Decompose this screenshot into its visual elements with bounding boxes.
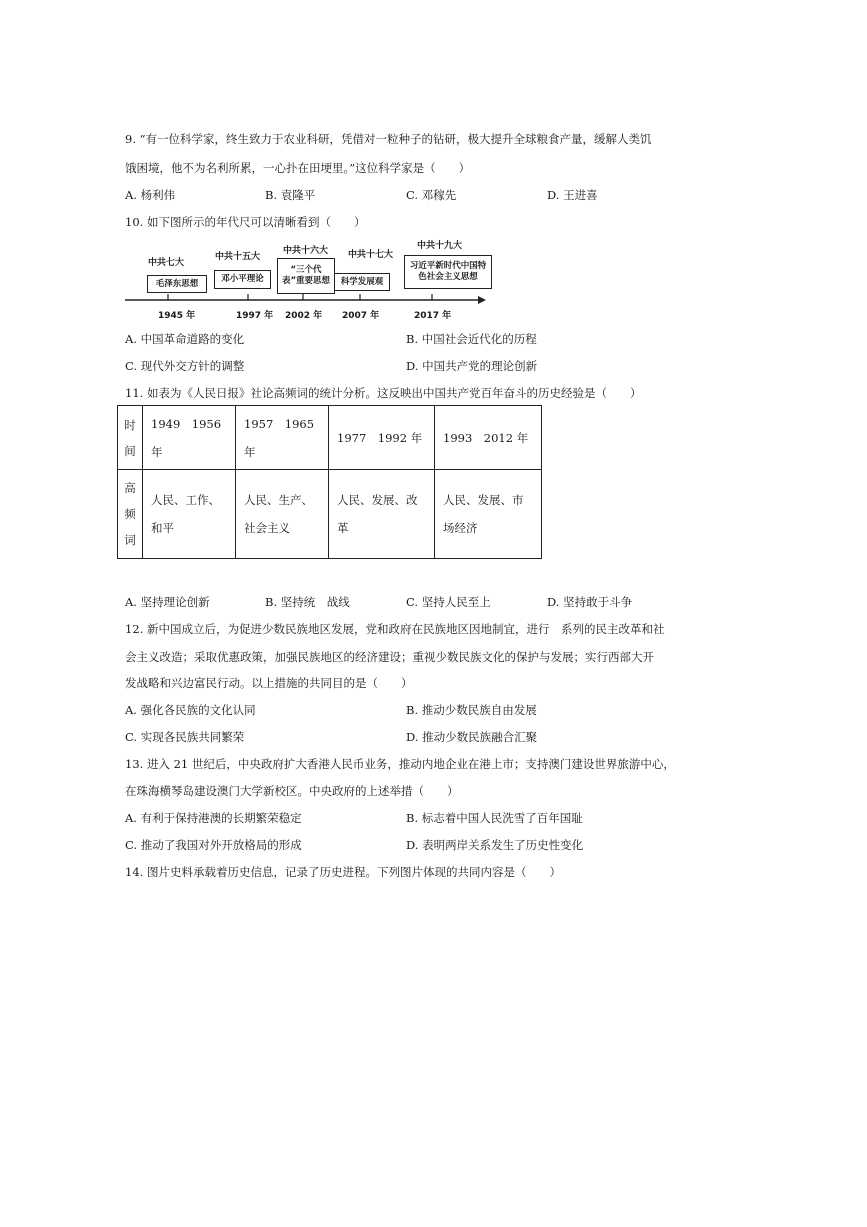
q13-option-b[interactable]: B. 标志着中国人民洗雪了百年国耻 [406,811,583,825]
table-words-1: 人民、工作、和平 [143,470,236,559]
q9-option-c[interactable]: C. 邓稼先 [406,188,457,202]
q13-option-a[interactable]: A. 有利于保持港澳的长期繁荣稳定 [125,811,302,825]
q12-option-c[interactable]: C. 实现各民族共同繁荣 [125,730,245,744]
q10-option-d[interactable]: D. 中国共产党的理论创新 [406,359,538,373]
table-period-2: 1957 1965 年 [236,406,329,470]
q11-option-a[interactable]: A. 坚持理论创新 [125,595,210,609]
q9-option-b[interactable]: B. 袁隆平 [265,188,316,202]
q9-option-d[interactable]: D. 王进喜 [547,188,598,202]
timeline-year-1997: 1997 年 [236,311,274,321]
table-words-4: 人民、发展、市场经济 [435,470,542,559]
q12-option-b[interactable]: B. 推动少数民族自由发展 [406,703,537,717]
q10-option-a[interactable]: A. 中国革命道路的变化 [125,332,245,346]
table-period-3: 1977 1992 年 [329,406,435,470]
q13-option-d[interactable]: D. 表明两岸关系发生了历史性变化 [406,838,584,852]
timeline-box-three-represents: “三个代表”重要思想 [277,258,335,294]
timeline-label-16th: 中共十六大 [283,246,329,256]
table-period-1: 1949 1956 年 [143,406,236,470]
q11-stem: 11. 如表为《人民日报》社论高频词的统计分析。这反映出中国共产党百年奋斗的历史经验是（ ） [125,386,642,400]
q10-option-c[interactable]: C. 现代外交方针的调整 [125,359,245,373]
q13-stem-line1: 13. 进入 21 世纪后，中央政府扩大香港人民币业务，推动内地企业在港上市；支持澳门建设世界旅游中心， [125,757,675,771]
timeline-label-7th: 中共七大 [148,258,185,268]
timeline-label-15th: 中共十五大 [215,252,261,262]
timeline-label-17th: 中共十七大 [348,250,394,260]
q12-option-d[interactable]: D. 推动少数民族融合汇聚 [406,730,538,744]
q10-option-b[interactable]: B. 中国社会近代化的历程 [406,332,537,346]
q9-option-a[interactable]: A. 杨利伟 [125,188,176,202]
q9-stem-line2: 饿困境，他不为名利所累，一心扑在田埂里。”这位科学家是（ ） [125,161,471,175]
timeline-box-xi-thought: 习近平新时代中国特色社会主义思想 [404,255,492,289]
q11-option-c[interactable]: C. 坚持人民至上 [406,595,491,609]
q11-option-b[interactable]: B. 坚持统 战线 [265,595,350,609]
q12-option-a[interactable]: A. 强化各民族的文化认同 [125,703,256,717]
table-header-time-text: 时间 [124,417,136,458]
q12-stem-line3: 发战略和兴边富民行动。以上措施的共同目的是（ ） [125,676,413,690]
q12-stem-line1: 12. 新中国成立后，为促进少数民族地区发展，党和政府在民族地区因地制宜，进行 系列的民主改革和社 [125,622,665,636]
q10-stem: 10. 如下图所示的年代尺可以清晰看到（ ） [125,215,366,229]
q13-stem-line2: 在珠海横琴岛建设澳门大学新校区。中央政府的上述举措（ ） [125,784,459,798]
q9-stem-line1: 9. “有一位科学家，终生致力于农业科研，凭借对一粒种子的钻研，极大提升全球粮食产量，缓解人类饥 [125,132,652,146]
timeline-box-mao: 毛泽东思想 [147,275,207,293]
timeline-label-19th: 中共十九大 [417,241,463,251]
q12-stem-line2: 会主义改造；采取优惠政策，加强民族地区的经济建设；重视少数民族文化的保护与发展；实行西部大开 [125,650,654,664]
timeline-year-2017: 2017 年 [414,311,452,321]
table-period-4: 1993 2012 年 [435,406,542,470]
table-words-3: 人民、发展、改革 [329,470,435,559]
table-header-time [118,406,143,470]
timeline-box-scientific-development: 科学发展观 [334,273,390,291]
timeline-box-deng: 邓小平理论 [214,270,271,289]
table-header-words-text: 高频词 [124,481,136,547]
q11-option-d[interactable]: D. 坚持敢于斗争 [547,595,633,609]
timeline-year-2007: 2007 年 [342,311,380,321]
table-words-2: 人民、生产、社会主义 [236,470,329,559]
timeline-year-2002: 2002 年 [285,311,323,321]
q10-timeline [120,232,490,324]
q13-option-c[interactable]: C. 推动了我国对外开放格局的形成 [125,838,302,852]
table-header-words [118,470,143,559]
q11-table [117,405,542,559]
timeline-year-1945: 1945 年 [158,311,196,321]
q14-stem: 14. 图片史料承载着历史信息，记录了历史进程。下列图片体现的共同内容是（ ） [125,865,561,879]
